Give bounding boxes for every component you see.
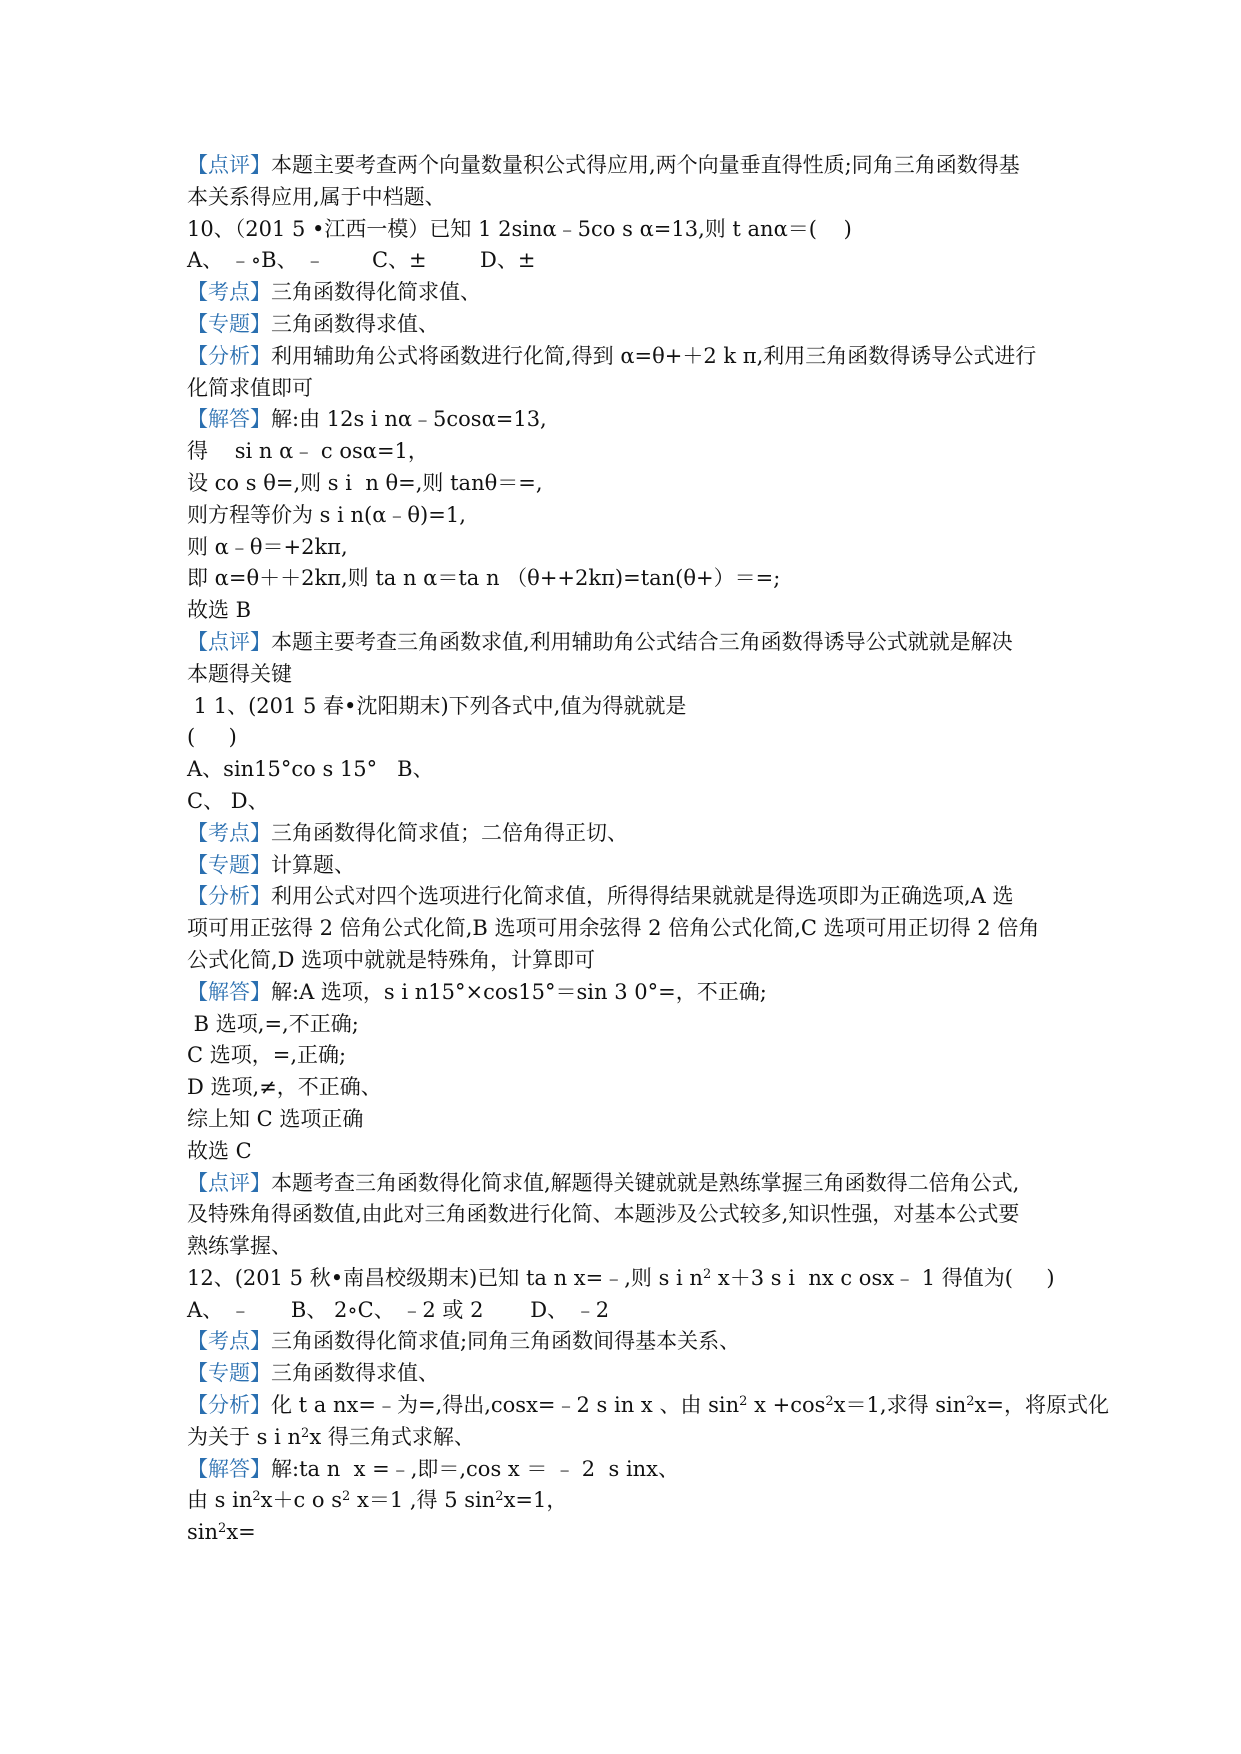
text-line [187,627,1067,659]
line-text: x＝1 ,得 5 sin [350,1488,496,1513]
line-text: 解:A 选项，s i n15°×cos15°＝sin 3 0°=，不正确; [271,979,767,1004]
line-text: x=1， [503,1488,568,1513]
superscript: 2 [252,1489,261,1505]
line-text: 本关系得应用,属于中档题、 [187,184,446,209]
text-line [187,850,1067,882]
text-line [187,245,1067,277]
line-text: 项可用正弦得 2 倍角公式化简,B 选项可用余弦得 2 倍角公式化简,C 选项可用正切得 2 倍角 [187,916,1040,941]
line-text: x＋c o s [260,1488,343,1513]
section-tag: 【考点】 [187,280,271,305]
text-line [187,532,1067,564]
line-text: 计算题、 [271,852,355,877]
superscript: 2 [702,1266,712,1282]
line-text: 为关于 s i n [187,1424,302,1449]
line-text: C 选项，=,正确; [187,1043,347,1068]
line-text: 即 α=θ＋＋2kπ,则 ta n α＝ta n （θ++2kπ)=tan(θ+）＝=; [187,566,781,591]
section-tag: 【分析】 [187,1393,271,1418]
section-tag: 【解答】 [187,407,271,432]
line-text: 本题考查三角函数得化简求值,解题得关键就就是熟练掌握三角函数得二倍角公式, [271,1170,1020,1195]
section-tag: 【分析】 [187,884,271,909]
line-text: 故选 C [187,1138,252,1163]
line-text: A、 ﹣ B、 2∘C、 ﹣2 或 2 D、 ﹣2 [187,1297,610,1322]
line-text: 公式化简,D 选项中就就是特殊角，计算即可 [187,947,596,972]
text-line [187,1454,1067,1486]
text-line [187,1517,1067,1549]
section-tag: 【考点】 [187,820,271,845]
section-tag: 【专题】 [187,1361,271,1386]
text-line [187,214,1067,246]
text-line [187,563,1067,595]
line-text: 三角函数得化简求值；二倍角得正切、 [271,820,628,845]
text-line [187,1009,1067,1041]
text-line [187,1104,1067,1136]
line-text: x +cos [747,1393,826,1418]
text-line [187,1358,1067,1390]
section-tag: 【解答】 [187,1456,271,1481]
line-text: x= [226,1520,256,1545]
text-line [187,1485,1067,1517]
text-line [187,1040,1067,1072]
line-text: 设 co s θ=,则 s i n θ=,则 tanθ＝=, [187,470,543,495]
line-text: 则方程等价为 s i n(α﹣θ)=1, [187,502,466,527]
superscript: 2 [301,1425,310,1441]
text-line [187,500,1067,532]
line-text: 本题主要考查三角函数求值,利用辅助角公式结合三角函数得诱导公式就就是解决 [271,629,1013,654]
text-line [187,786,1067,818]
section-tag: 【点评】 [187,629,271,654]
line-text: 综上知 C 选项正确 [187,1106,364,1131]
text-line [187,1263,1067,1295]
line-text: 由 s in [187,1488,253,1513]
line-text: 则 α﹣θ＝+2kπ, [187,534,348,559]
text-line [187,945,1067,977]
text-line [187,468,1067,500]
superscript: 2 [218,1521,227,1537]
line-text: 三角函数得化简求值、 [271,280,481,305]
line-text: 本题得关键 [187,661,292,686]
document-page [187,150,1109,1549]
line-text: 化简求值即可 [187,375,313,400]
text-line [187,436,1067,468]
line-text: x＋3 s i nx c osx﹣ 1 得值为( ) [711,1265,1055,1290]
line-text: 本题主要考查两个向量数量积公式得应用,两个向量垂直得性质;同角三角函数得基 [271,153,1020,177]
text-line [187,595,1067,627]
line-text: 及特殊角得函数值,由此对三角函数进行化简、本题涉及公式较多,知识性强，对基本公式要 [187,1202,1020,1227]
text-line [187,977,1067,1009]
section-tag: 【专题】 [187,852,271,877]
line-text: 得 si n α﹣ c osα=1， [187,439,429,464]
line-text: 三角函数得求值、 [271,311,439,336]
superscript: 2 [825,1394,834,1410]
line-text: 熟练掌握、 [187,1234,292,1259]
superscript: 2 [495,1489,504,1505]
text-line [187,150,1067,182]
line-text: 1 1、(201 5 春•沈阳期末)下列各式中,值为得就就是 [187,693,687,718]
section-tag: 【点评】 [187,153,271,177]
section-tag: 【分析】 [187,343,271,368]
text-line [187,373,1067,405]
superscript: 2 [739,1394,748,1410]
line-text: 利用辅助角公式将函数进行化简,得到 α=θ+＋2 k π,利用三角函数得诱导公式进行 [271,343,1037,368]
line-text: x=，将原式化 [974,1393,1109,1418]
line-text: x＝1,求得 sin [833,1393,967,1418]
line-text: 10、（201 5 •江西一模）已知 1 2sinα﹣5co s α=13,则 t anα＝( ) [187,216,852,241]
section-tag: 【点评】 [187,1170,271,1195]
text-line [187,881,1067,913]
line-text: ( ) [187,725,237,750]
text-line [187,1326,1067,1358]
text-line [187,722,1067,754]
line-text: B 选项,=,不正确; [187,1011,359,1036]
line-text: x 得三角式求解、 [309,1424,475,1449]
text-line [187,182,1067,214]
line-text: A、 ﹣∘B、 ﹣ C、± D、± [187,248,536,273]
text-line [187,1199,1067,1231]
line-text: C、 D、 [187,788,269,813]
section-tag: 【考点】 [187,1329,271,1354]
line-text: 化 t a nx=﹣为=,得出,cosx=﹣2 s in x 、由 sin [271,1393,740,1418]
line-text: 解:由 12s i nα﹣5cosα=13, [271,407,547,432]
text-line [187,1295,1067,1327]
text-line [187,1390,1109,1422]
line-text: 利用公式对四个选项进行化简求值，所得得结果就就是得选项即为正确选项,A 选 [271,884,1014,909]
line-text: sin [187,1520,219,1545]
text-line [187,1136,1067,1168]
line-text: D 选项,≠，不正确、 [187,1075,382,1100]
line-text: 解:ta n x =﹣,即＝,cos x ＝ ﹣ 2 s inx、 [271,1456,680,1481]
line-text: 三角函数得化简求值;同角三角函数间得基本关系、 [271,1329,741,1354]
text-line [187,404,1067,436]
text-line [187,913,1067,945]
text-line [187,1072,1067,1104]
text-line [187,659,1067,691]
text-line [187,691,1067,723]
line-text: 三角函数得求值、 [271,1361,439,1386]
text-line [187,1231,1067,1263]
line-text: 12、(201 5 秋•南昌校级期末)已知 ta n x=﹣,则 s i n [187,1265,703,1290]
line-text: A、sin15°co s 15° B、 [187,757,434,782]
text-line [187,1168,1067,1200]
text-line [187,754,1067,786]
section-tag: 【专题】 [187,311,271,336]
section-tag: 【解答】 [187,979,271,1004]
text-line [187,341,1067,373]
superscript: 2 [342,1489,351,1505]
superscript: 2 [966,1394,975,1410]
line-text: 故选 B [187,598,252,623]
text-line [187,277,1067,309]
text-line [187,1422,1067,1454]
text-line [187,818,1067,850]
text-line [187,309,1067,341]
